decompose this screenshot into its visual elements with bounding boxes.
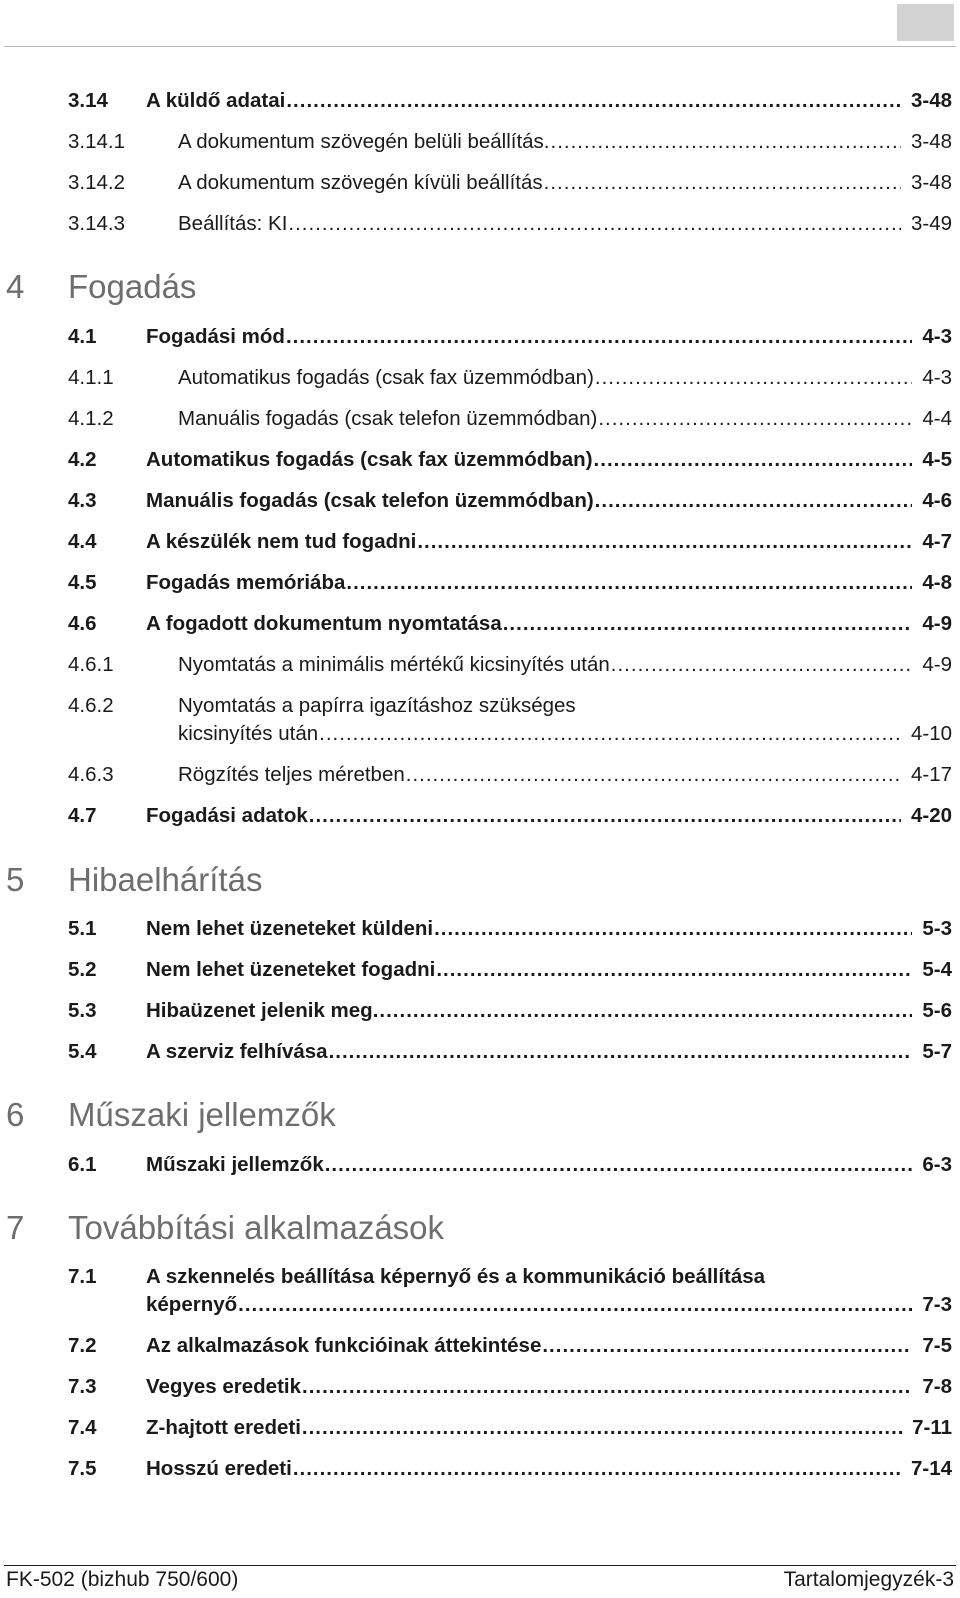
entry-title: Beállítás: KI [178,212,288,235]
dot-leader [611,653,913,677]
entry-title: Fogadás memóriába [146,571,346,594]
footer-product-name: FK-502 (bizhub 750/600) [6,1568,239,1591]
entry-page: 4-3 [922,366,952,389]
entry-number: 4.6 [68,612,97,635]
entry-page: 4-20 [910,804,952,827]
entry-number: 4.1.1 [68,366,114,389]
dot-leader [302,1375,912,1399]
entry-title-line1: Nyomtatás a papírra igazításhoz szükséges [178,694,576,717]
chapter-heading-5[interactable] [6,861,262,905]
entry-page: 3-48 [910,171,952,194]
chapter-title: Műszaki jellemzők [68,1096,336,1133]
toc-entry-3-14[interactable] [0,89,960,129]
entry-title: Nem lehet üzeneteket fogadni [146,958,436,981]
entry-title: Z-hajtott eredeti [146,1416,301,1439]
entry-title: Automatikus fogadás (csak fax üzemmódban) [178,366,594,389]
entry-number: 3.14.3 [68,212,125,235]
toc-entry-7-4[interactable] [0,1416,960,1456]
dot-leader [417,530,912,554]
toc-entry-4-6-2[interactable] [0,694,960,758]
entry-number: 5.3 [68,999,97,1022]
toc-entry-4-6[interactable] [0,612,960,652]
dot-leader [595,489,913,513]
entry-page: 4-6 [922,489,952,512]
entry-number: 4.3 [68,489,97,512]
dot-leader [379,999,912,1023]
entry-title: Rögzítés teljes méretben [178,763,405,786]
chapter-number: 6 [6,1096,25,1133]
dot-leader [598,407,912,431]
chapter-title: Hibaelhárítás [68,861,263,898]
dot-leader [436,958,912,982]
toc-entry-4-6-1[interactable] [0,653,960,693]
entry-number: 4.1.2 [68,407,114,430]
entry-number: 3.14.1 [68,130,125,153]
entry-title: Az alkalmazások funkcióinak áttekintése [146,1334,542,1357]
entry-title: A szerviz felhívása [146,1040,328,1063]
entry-page: 6-3 [922,1153,952,1176]
dot-leader [544,171,901,195]
toc-entry-5-2[interactable] [0,958,960,998]
toc-entry-4-2[interactable] [0,448,960,488]
dot-leader [503,612,913,636]
entry-page: 7-8 [922,1375,952,1398]
entry-page: 7-5 [922,1334,952,1357]
entry-title: Manuális fogadás (csak telefon üzemmódban) [146,489,594,512]
dot-leader [551,130,901,154]
entry-page: 5-7 [922,1040,952,1063]
toc-entry-7-2[interactable] [0,1334,960,1374]
toc-entry-5-3[interactable] [0,999,960,1039]
entry-page: 5-6 [922,999,952,1022]
toc-entry-5-4[interactable] [0,1040,960,1080]
toc-entry-4-7[interactable] [0,804,960,844]
entry-title: A készülék nem tud fogadni [146,530,417,553]
page-corner-tab [897,4,954,41]
entry-title: Fogadási mód [146,325,285,348]
toc-entry-4-3[interactable] [0,489,960,529]
dot-leader [286,325,912,349]
entry-number: 3.14 [68,89,108,112]
entry-title: A dokumentum szövegén kívüli beállítás [178,171,543,194]
chapter-heading-4[interactable] [6,268,196,312]
entry-number: 5.2 [68,958,97,981]
entry-title: Műszaki jellemzők [146,1153,324,1176]
toc-entry-6-1[interactable] [0,1153,960,1193]
entry-title: képernyő [146,1293,238,1316]
toc-entry-4-1[interactable] [0,325,960,365]
chapter-title: Fogadás [68,268,197,305]
entry-title: Hibaüzenet jelenik meg. [146,999,379,1022]
entry-page: 7-11 [912,1416,952,1439]
entry-title: A dokumentum szövegén belüli beállítás. [178,130,550,153]
dot-leader [594,448,913,472]
dot-leader [346,571,912,595]
entry-number: 7.2 [68,1334,97,1357]
dot-leader [542,1334,912,1358]
entry-page: 4-9 [922,653,952,676]
entry-page: 4-4 [922,407,952,430]
entry-number: 4.4 [68,530,97,553]
entry-page: 7-14 [910,1457,952,1480]
entry-title: Automatikus fogadás (csak fax üzemmódban) [146,448,593,471]
entry-page: 4-3 [922,325,952,348]
dot-leader [288,212,901,236]
entry-number: 7.1 [68,1265,97,1288]
toc-entry-3-14-3[interactable] [0,212,960,252]
chapter-title: Továbbítási alkalmazások [68,1209,445,1246]
entry-number: 4.1 [68,325,97,348]
entry-title: Fogadási adatok [146,804,308,827]
entry-title: kicsinyítés után [178,722,319,745]
entry-page: 5-3 [922,917,952,940]
entry-page: 3-48 [910,89,952,112]
entry-page: 4-17 [910,763,952,786]
toc-entry-3-14-2[interactable] [0,171,960,211]
toc-entry-3-14-1[interactable] [0,130,960,170]
dot-leader [329,1040,913,1064]
dot-leader [286,89,901,113]
entry-title: A küldő adatai [146,89,286,112]
entry-number: 3.14.2 [68,171,125,194]
entry-page: 4-8 [922,571,952,594]
dot-leader [319,722,901,746]
dot-leader [325,1153,913,1177]
entry-title: Manuális fogadás (csak telefon üzemmódban) [178,407,598,430]
entry-page: 5-4 [922,958,952,981]
chapter-heading-7[interactable] [6,1209,444,1253]
entry-number: 5.1 [68,917,97,940]
dot-leader [406,763,901,787]
entry-number: 7.4 [68,1416,97,1439]
toc-entry-7-5[interactable] [0,1457,960,1497]
entry-page: 4-9 [922,612,952,635]
entry-title: Nyomtatás a minimális mértékű kicsinyítés után [178,653,610,676]
entry-page: 4-10 [910,722,952,745]
entry-page: 3-49 [910,212,952,235]
entry-number: 7.3 [68,1375,97,1398]
toc-entry-7-1[interactable] [0,1265,960,1329]
entry-number: 6.1 [68,1153,97,1176]
entry-number: 4.5 [68,571,97,594]
entry-title: Vegyes eredetik [146,1375,301,1398]
dot-leader [309,804,901,828]
entry-number: 5.4 [68,1040,97,1063]
entry-number: 4.6.2 [68,694,114,717]
entry-page: 4-7 [922,530,952,553]
dot-leader [302,1416,902,1440]
entry-number: 4.2 [68,448,97,471]
toc-entry-7-3[interactable] [0,1375,960,1415]
toc-entry-4-1-1[interactable] [0,366,960,406]
entry-number: 7.5 [68,1457,97,1480]
entry-page: 7-3 [922,1293,952,1316]
dot-leader [238,1293,912,1317]
entry-number: 4.6.3 [68,763,114,786]
toc-entry-4-4[interactable] [0,530,960,570]
entry-page: 3-48 [910,130,952,153]
chapter-number: 4 [6,268,25,305]
entry-title: Hosszú eredeti [146,1457,292,1480]
dot-leader [595,366,912,390]
entry-title-line1: A szkennelés beállítása képernyő és a kommunikáció beállítása [146,1265,766,1288]
footer-page-label: Tartalomjegyzék-3 [783,1568,954,1591]
entry-title: A fogadott dokumentum nyomtatása [146,612,502,635]
entry-page: 4-5 [922,448,952,471]
toc-entry-4-6-3[interactable] [0,763,960,803]
toc-entry-4-5[interactable] [0,571,960,611]
chapter-number: 5 [6,861,25,898]
chapter-heading-6[interactable] [6,1096,336,1140]
toc-entry-5-1[interactable] [0,917,960,957]
chapter-number: 7 [6,1209,25,1246]
header-rule [4,46,956,47]
entry-title: Nem lehet üzeneteket küldeni [146,917,434,940]
entry-number: 4.7 [68,804,97,827]
dot-leader [434,917,912,941]
footer-rule [4,1565,956,1566]
entry-number: 4.6.1 [68,653,114,676]
toc-entry-4-1-2[interactable] [0,407,960,447]
dot-leader [293,1457,901,1481]
